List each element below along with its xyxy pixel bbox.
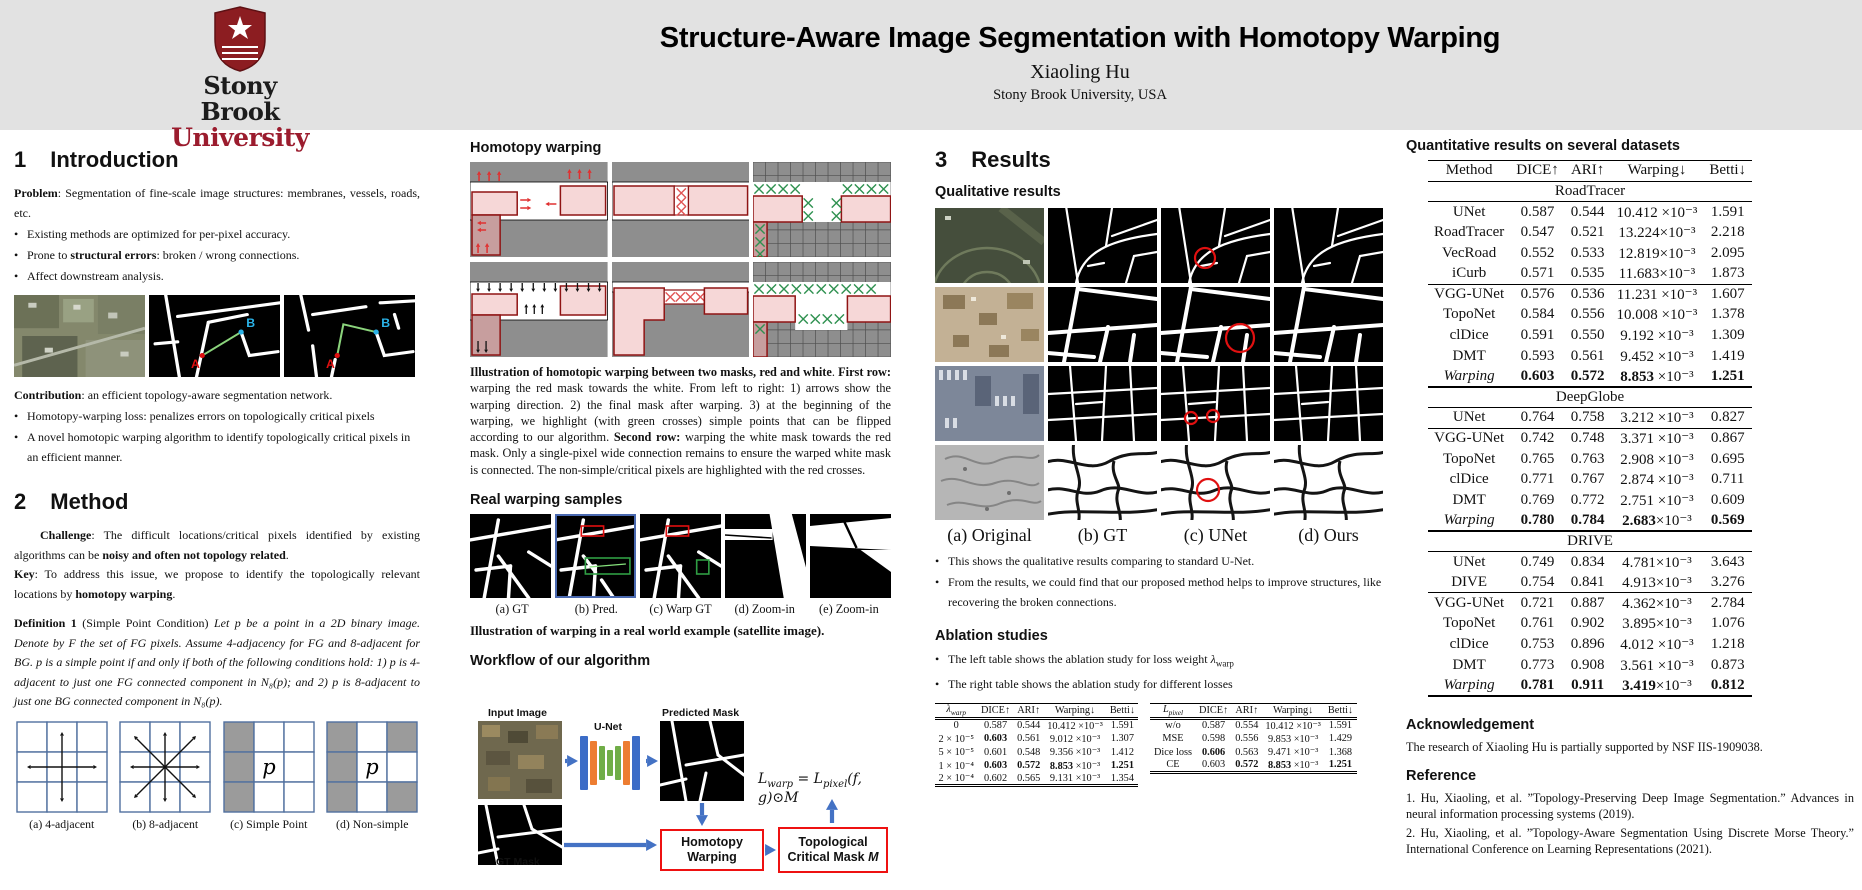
column-homotopy-workflow xyxy=(470,130,891,871)
table-row: 5 × 10⁻⁵ 0.601 0.548 9.356 ×10⁻³ 1.412 xyxy=(938,746,1134,759)
grid-simple-point-svg xyxy=(223,721,315,813)
table-row: CE 0.603 0.572 8.853 ×10⁻³ 1.251 xyxy=(1150,759,1356,773)
grid-8-adjacent xyxy=(119,721,211,813)
qual-r3-original xyxy=(935,366,1044,441)
column-quantitative xyxy=(1406,130,1854,858)
bullet-dot: • xyxy=(14,226,19,241)
input-image-label: Input Image xyxy=(488,707,547,720)
dataset-section-row: RoadTracer xyxy=(1428,181,1752,202)
qual-r2-original xyxy=(935,287,1044,362)
section-number: 3 xyxy=(935,147,948,172)
text: The left table shows the ablation study for loss weight xyxy=(948,652,1211,666)
real-warping-captions xyxy=(470,602,891,617)
challenge-paragraph xyxy=(14,526,420,565)
qual-r2-original-svg xyxy=(935,287,1044,362)
qual-r4-original-svg xyxy=(935,445,1044,520)
problem-label: Problem xyxy=(14,186,58,200)
qual-r2-gt-svg xyxy=(1048,287,1157,362)
homotopy-figure-row-2 xyxy=(470,262,891,357)
acknowledgement-title: Acknowledgement xyxy=(1406,716,1535,733)
table-row: VGG-UNet 0.576 0.536 11.231 ×10⁻³ 1.607 xyxy=(1428,284,1752,305)
problem-paragraph xyxy=(14,184,420,223)
table-row: VecRoad 0.552 0.533 12.819×10⁻³ 2.095 xyxy=(1442,244,1745,262)
math: = xyxy=(793,771,814,788)
workflow-title: Workflow of our algorithm xyxy=(470,653,651,670)
math: (f, g)⊙M xyxy=(758,771,862,806)
contribution-label: Contribution xyxy=(14,388,82,402)
warp-white-simple-points-panel-svg xyxy=(753,262,891,357)
column-introduction-method xyxy=(14,130,420,832)
box-text: Homotopy xyxy=(681,835,743,850)
qual-r4-ours-svg xyxy=(1274,445,1383,520)
real-warp-warpgt-image xyxy=(640,514,721,598)
poster-author: Xiaoling Hu xyxy=(1030,61,1130,83)
real-warp-warpgt-image-svg xyxy=(640,514,721,598)
figure-caption: (c) Simple Point xyxy=(230,816,308,831)
intro-gt-mask-image-svg xyxy=(149,295,280,377)
bullet-dot: • xyxy=(935,652,940,666)
warp-white-simple-points-panel xyxy=(753,262,891,357)
figure-caption: (c) UNet xyxy=(1183,525,1248,545)
text: . xyxy=(285,547,289,562)
figure-caption: (d) Zoom-in xyxy=(734,602,795,617)
reference-item-1: 1. Hu, Xiaoling, et al. ”Topology-Preserving Deep Image Segmentation.” Advances in neural information processing systems (2019). xyxy=(1406,790,1854,822)
qual-r3-unet xyxy=(1161,366,1270,441)
qual-r3-gt-svg xyxy=(1048,366,1157,441)
ablation-loss-weight-table xyxy=(935,703,1138,788)
qual-r4-ours xyxy=(1274,445,1383,520)
qual-r1-gt-svg xyxy=(1048,208,1157,283)
real-warp-gt-image-svg xyxy=(470,514,551,598)
workflow-input-image-svg xyxy=(478,721,562,799)
lambda-subscript: warp xyxy=(1215,658,1234,669)
qual-r4-gt xyxy=(1048,445,1157,520)
real-warp-zoom2-image xyxy=(810,514,891,598)
column-header: ARI↑ xyxy=(1017,704,1041,716)
column-header: $L_{pixel}$ xyxy=(1162,703,1184,717)
qual-r1-unet-svg xyxy=(1161,208,1270,283)
quantitative-results-title: Quantitative results on several datasets xyxy=(1406,138,1680,154)
table-row: VGG-UNet 0.742 0.748 3.371 ×10⁻³ 0.867 xyxy=(1428,428,1752,449)
qual-r1-ours-svg xyxy=(1274,208,1383,283)
real-warp-zoom1-image-svg xyxy=(725,514,806,598)
intro-gt-mask-image xyxy=(149,295,280,377)
figure-caption: (d) Ours xyxy=(1298,525,1359,545)
lambda-symbol: λ xyxy=(1210,652,1216,666)
text: Critical Mask xyxy=(787,850,869,865)
homotopy-warping-title: Homotopy warping xyxy=(470,140,602,156)
section-title: Introduction xyxy=(50,147,179,172)
bullet-text: A novel homotopic warping algorithm to identify topologically critical pixels in an efficient manner. xyxy=(27,430,411,464)
warp-white-arrows-panel-svg xyxy=(470,262,608,357)
qualitative-captions xyxy=(935,525,1390,546)
bullet-text xyxy=(27,246,299,266)
real-warp-gt-image xyxy=(470,514,551,598)
intro-bullet-1 xyxy=(14,225,420,245)
real-warping-figure-caption: Illustration of warping in a real world example (satellite image). xyxy=(470,623,825,639)
bullet-text: From the results, we could find that our proposed method helps to improve structures, like recovering the broken connections. xyxy=(948,575,1382,609)
real-warp-zoom2-image-svg xyxy=(810,514,891,598)
table-row: TopoNet 0.765 0.763 2.908 ×10⁻³ 0.695 xyxy=(1442,450,1745,468)
real-warping-figure xyxy=(470,514,891,598)
table-row: w/o 0.587 0.554 10.412 ×10⁻³ 1.591 xyxy=(1165,720,1353,732)
column-header: DICE↑ xyxy=(1516,162,1559,179)
column-header: Betti↓ xyxy=(1327,704,1354,716)
intro-pred-mask-image xyxy=(284,295,415,377)
qual-r2-gt xyxy=(1048,287,1157,362)
challenge-label: Challenge xyxy=(40,528,92,542)
figure-caption: (b) Pred. xyxy=(574,602,618,617)
grid-8-adjacent-svg xyxy=(119,721,211,813)
table-row: DMT 0.593 0.561 9.452 ×10⁻³ 1.419 xyxy=(1452,347,1745,365)
qualitative-results-title: Qualitative results xyxy=(935,184,1061,200)
homotopy-figure-row-1 xyxy=(470,162,891,257)
grid-4-adjacent-svg xyxy=(16,721,108,813)
qual-r1-original-svg xyxy=(935,208,1044,283)
table-header-row xyxy=(1150,703,1356,718)
grid-simple-point xyxy=(223,721,315,813)
poster-affiliation: Stony Brook University, USA xyxy=(993,87,1167,103)
definition-paragraph xyxy=(14,614,420,712)
figure-caption: (a) GT xyxy=(495,602,529,617)
caption-text: . xyxy=(831,365,839,379)
workflow-input-image xyxy=(478,721,562,799)
table-row: clDice 0.753 0.896 4.012 ×10⁻³ 1.218 xyxy=(1449,635,1745,653)
figure-8-adjacent xyxy=(118,721,214,832)
gt-mask-label: GT Mask xyxy=(496,856,540,869)
qual-r4-original xyxy=(935,445,1044,520)
logo-text-university: University xyxy=(171,123,309,152)
caption-bold: First row: xyxy=(838,365,892,379)
box-text xyxy=(780,850,886,865)
bullet-dot: • xyxy=(14,409,19,423)
table-row: DIVE 0.754 0.841 4.913×10⁻³ 3.276 xyxy=(1451,573,1745,591)
bullet-text xyxy=(948,650,1234,674)
math-sub: warp xyxy=(767,778,793,790)
table-row: 0 0.587 0.544 10.412 ×10⁻³ 1.591 xyxy=(953,720,1134,732)
text: : The difficult locations/critical pixels identified by existing algorithms can be xyxy=(14,528,420,562)
results-bullet-2 xyxy=(935,573,1390,612)
bold-text: structural errors xyxy=(70,247,157,262)
column-results xyxy=(935,130,1390,787)
table-row: 2 × 10⁻⁴ 0.602 0.565 9.131 ×10⁻³ 1.354 xyxy=(935,772,1138,786)
contribution-bullet-2 xyxy=(14,428,420,467)
column-header: Warping↓ xyxy=(1627,162,1687,179)
unet-label: U-Net xyxy=(594,721,622,734)
section-title: Method xyxy=(50,489,129,514)
grid-non-simple-svg xyxy=(326,721,418,813)
math: L xyxy=(813,771,823,788)
table-row: Dice loss 0.606 0.563 9.471 ×10⁻³ 1.368 xyxy=(1153,746,1353,759)
quantitative-results-table xyxy=(1428,160,1752,697)
warp-red-arrows-panel xyxy=(470,162,608,257)
svg-text:A: A xyxy=(325,357,335,372)
qual-r2-unet-svg xyxy=(1161,287,1270,362)
column-header: DICE↑ xyxy=(980,704,1011,716)
table-row: UNet 0.587 0.544 10.412 ×10⁻³ 1.591 xyxy=(1452,203,1745,221)
figure-caption: (e) Zoom-in xyxy=(819,602,879,617)
contribution-text: : an efficient topology-aware segmentation network. xyxy=(81,388,333,402)
qual-r2-ours-svg xyxy=(1274,287,1383,362)
bullet-dot: • xyxy=(935,575,940,589)
figure-caption: (d) Non-simple xyxy=(336,816,409,831)
table-header-row xyxy=(935,703,1138,718)
intro-satellite-image xyxy=(14,295,145,377)
section-introduction xyxy=(14,147,420,173)
section-method xyxy=(14,489,420,515)
bullet-dot: • xyxy=(935,677,940,692)
acknowledgement-text: The research of Xiaoling Hu is partially supported by NSF IIS-1909038. xyxy=(1406,739,1763,754)
qual-r4-unet-svg xyxy=(1161,445,1270,520)
qual-r1-gt xyxy=(1048,208,1157,283)
warp-red-simple-points-panel-svg xyxy=(753,162,891,257)
grid-non-simple xyxy=(326,721,418,813)
svg-text:p: p xyxy=(262,754,276,779)
qual-r4-unet xyxy=(1161,445,1270,520)
qual-r3-gt xyxy=(1048,366,1157,441)
logo-text-stony-brook: Stony Brook xyxy=(200,71,280,126)
contribution-paragraph xyxy=(14,386,420,406)
column-header: ARI↑ xyxy=(1235,704,1259,716)
qual-r1-unet xyxy=(1161,208,1270,283)
text: Prone to xyxy=(27,247,71,262)
bullet-dot: • xyxy=(14,430,19,444)
warp-red-arrows-panel-svg xyxy=(470,162,608,257)
column-header: $\lambda_{warp}$ xyxy=(946,703,967,717)
box-text: Topological xyxy=(798,835,868,850)
qual-r3-original-svg xyxy=(935,366,1044,441)
unet-icon xyxy=(580,734,640,792)
svg-text:B: B xyxy=(246,316,256,331)
bullet-text: Existing methods are optimized for per-pixel accuracy. xyxy=(27,226,291,241)
caption-bold: Second row: xyxy=(613,430,681,445)
figure-caption: (a) 4-adjacent xyxy=(29,816,95,831)
homotopy-figure-caption xyxy=(470,364,891,478)
homotopy-warping-box xyxy=(660,829,764,871)
intro-bullet-2 xyxy=(14,246,420,266)
stony-brook-shield-icon xyxy=(211,5,269,73)
bullet-dot: • xyxy=(14,268,19,283)
topological-critical-mask-box xyxy=(778,827,888,873)
table-row: VGG-UNet 0.721 0.887 4.362×10⁻³ 2.784 xyxy=(1428,593,1752,614)
intro-bullet-3 xyxy=(14,267,420,287)
math: L xyxy=(758,771,768,788)
contribution-bullet-1 xyxy=(14,407,420,427)
definition-label: Definition 1 xyxy=(14,616,77,630)
svg-text:B: B xyxy=(381,316,391,331)
bullet-text: Affect downstream analysis. xyxy=(27,268,164,283)
italic-text: M xyxy=(868,850,879,865)
real-warp-pred-image-svg xyxy=(555,514,636,598)
text: : broken / wrong connections. xyxy=(156,247,300,262)
warp-white-result-panel-svg xyxy=(612,262,750,357)
workflow-predicted-mask-svg xyxy=(660,721,744,801)
table-row: DMT 0.773 0.908 3.561 ×10⁻³ 0.873 xyxy=(1452,656,1745,674)
text: : To address this issue, we propose to identify the topologically relevant locations by xyxy=(14,567,420,601)
bold-text: noisy and often not topology related xyxy=(102,547,286,562)
grid-4-adjacent xyxy=(16,721,108,813)
column-header: Method xyxy=(1445,162,1493,179)
qual-r1-original xyxy=(935,208,1044,283)
figure-caption: (b) 8-adjacent xyxy=(132,816,199,831)
svg-text:A: A xyxy=(190,357,200,372)
adjacency-figure-row xyxy=(14,721,420,832)
table-row: 2 × 10⁻⁵ 0.603 0.561 9.012 ×10⁻³ 1.307 xyxy=(938,733,1134,745)
table-row: TopoNet 0.761 0.902 3.895×10⁻³ 1.076 xyxy=(1442,615,1745,633)
bullet-dot: • xyxy=(14,247,19,262)
text: (Simple Point Condition) xyxy=(76,616,214,630)
column-header: Warping↓ xyxy=(1272,704,1314,716)
real-warp-pred-image xyxy=(555,514,636,598)
qual-r3-ours-svg xyxy=(1274,366,1383,441)
figure-caption: (b) GT xyxy=(1077,525,1128,545)
qual-r2-ours xyxy=(1274,287,1383,362)
table-row: 1 × 10⁻⁴ 0.603 0.572 8.853 ×10⁻³ 1.251 xyxy=(938,760,1134,772)
table-row: clDice 0.771 0.767 2.874 ×10⁻³ 0.711 xyxy=(1449,471,1745,489)
figure-caption: (c) Warp GT xyxy=(649,602,712,617)
dataset-section-row: DeepGlobe xyxy=(1428,387,1752,408)
box-text: Warping xyxy=(687,850,737,865)
bold-text: homotopy warping xyxy=(75,586,173,601)
ablation-bullet-2 xyxy=(935,675,1390,695)
column-header: DICE↑ xyxy=(1199,704,1229,716)
section-number: 2 xyxy=(14,489,27,514)
qualitative-results-grid xyxy=(935,208,1390,520)
warp-red-simple-points-panel xyxy=(753,162,891,257)
workflow-predicted-mask xyxy=(660,721,744,801)
table-header-row xyxy=(1428,161,1752,182)
section-number: 1 xyxy=(14,147,27,172)
figure-caption: (a) Original xyxy=(947,525,1032,545)
warp-red-result-panel xyxy=(612,162,750,257)
table-row: Warping 0.603 0.572 8.853 ×10⁻³ 1.251 xyxy=(1428,366,1752,387)
bullet-text: Homotopy-warping loss: penalizes errors on topologically critical pixels xyxy=(27,409,375,423)
header-center xyxy=(600,22,1560,104)
real-warping-title: Real warping samples xyxy=(470,492,623,509)
table-row: MSE 0.598 0.556 9.853 ×10⁻³ 1.429 xyxy=(1162,733,1353,745)
svg-text:p: p xyxy=(365,754,379,779)
qual-r1-ours xyxy=(1274,208,1383,283)
qual-r3-ours xyxy=(1274,366,1383,441)
caption-bold: Illustration of homotopic warping between two masks, red and white xyxy=(470,365,832,379)
table-row: RoadTracer 0.547 0.521 13.224×10⁻³ 2.218 xyxy=(1434,224,1745,242)
real-warp-zoom1-image xyxy=(725,514,806,598)
column-header: Betti↓ xyxy=(1709,162,1747,179)
table-row: UNet 0.749 0.834 4.781×10⁻³ 3.643 xyxy=(1452,553,1745,571)
math-sub: pixel xyxy=(822,778,848,790)
reference-item-2: 2. Hu, Xiaoling, et al. ”Topology-Aware Segmentation Using Discrete Morse Theory.” International Conference on Learning Representations (2021). xyxy=(1406,825,1854,857)
ablation-loss-type-table xyxy=(1150,703,1356,774)
workflow-diagram xyxy=(470,679,891,871)
warp-white-result-panel xyxy=(612,262,750,357)
dataset-section-row: DRIVE xyxy=(1428,531,1752,552)
bullet-dot: • xyxy=(935,554,940,568)
qual-r4-gt-svg xyxy=(1048,445,1157,520)
column-header: Betti↓ xyxy=(1109,704,1135,716)
definition-body: Let p be a point in a 2D binary image. Denote by F the set of FG pixels. Assume 4-adjacency for FG and 8-adjacent for BG. p is a simple point if and only if both of the following conditions hold: 1) p is 4-adjacent to just one FG connected component in N₈(p); and 2) p is 8-adjacent to just one BG connected component in N₈(p). xyxy=(14,616,421,708)
predicted-mask-label: Predicted Mask xyxy=(662,707,740,720)
section-results xyxy=(935,147,1390,173)
table-row: iCurb 0.571 0.535 11.683×10⁻³ 1.873 xyxy=(1452,265,1745,283)
bullet-text: This shows the qualitative results comparing to standard U-Net. xyxy=(948,554,1255,568)
warp-white-arrows-panel xyxy=(470,262,608,357)
section-title: Results xyxy=(971,147,1051,172)
text: . xyxy=(172,586,176,601)
table-row: Warping 0.780 0.784 2.683×10⁻³ 0.569 xyxy=(1428,511,1752,532)
table-row: UNet 0.764 0.758 3.212 ×10⁻³ 0.827 xyxy=(1452,409,1745,427)
warp-red-result-panel-svg xyxy=(612,162,750,257)
intro-pred-mask-image-svg xyxy=(284,295,415,377)
bullet-text: The right table shows the ablation study for different losses xyxy=(948,677,1233,692)
problem-text: : Segmentation of fine-scale image structures: membranes, vessels, roads, etc. xyxy=(14,186,420,220)
intro-figure-row xyxy=(14,295,420,377)
caption-text: warping the white mask towards the red mask. Only a single-pixel wide connection remains to ensure the warped white mask is connected. The non-simple/critical pixels are highlighted with the red crosses. xyxy=(470,430,891,477)
ablation-tables xyxy=(935,703,1390,788)
results-bullet-1 xyxy=(935,552,1390,572)
warp-loss-formula xyxy=(758,771,891,806)
ablation-bullet-1 xyxy=(935,650,1390,674)
figure-simple-point xyxy=(221,721,317,832)
caption-text: warping the red mask towards the white. From left to right: 1) arrows show the warping direction. 2) the final mask after warping. 3) at the beginning of the warping, we highlight (with green crosses) simple points that can be flipped according to our algorithm. xyxy=(470,381,891,445)
qual-r3-unet-svg xyxy=(1161,366,1270,441)
intro-satellite-image-svg xyxy=(14,295,145,377)
figure-non-simple xyxy=(325,721,421,832)
key-paragraph xyxy=(14,565,420,604)
key-label: Key xyxy=(14,567,35,581)
table-row: TopoNet 0.584 0.556 10.008 ×10⁻³ 1.378 xyxy=(1442,306,1745,324)
column-header: ARI↑ xyxy=(1570,162,1605,179)
reference-title: Reference xyxy=(1406,767,1477,784)
figure-4-adjacent xyxy=(14,721,110,832)
table-row: DMT 0.769 0.772 2.751 ×10⁻³ 0.609 xyxy=(1452,491,1745,509)
homotopy-warping-figure xyxy=(470,162,891,357)
table-row: clDice 0.591 0.550 9.192 ×10⁻³ 1.309 xyxy=(1449,327,1745,345)
table-row: Warping 0.781 0.911 3.419×10⁻³ 0.812 xyxy=(1428,675,1752,696)
column-header: Warping↓ xyxy=(1054,704,1096,716)
ablation-studies-title: Ablation studies xyxy=(935,628,1048,644)
poster-title: Structure-Aware Image Segmentation with Homotopy Warping xyxy=(659,22,1501,54)
qual-r2-unet xyxy=(1161,287,1270,362)
